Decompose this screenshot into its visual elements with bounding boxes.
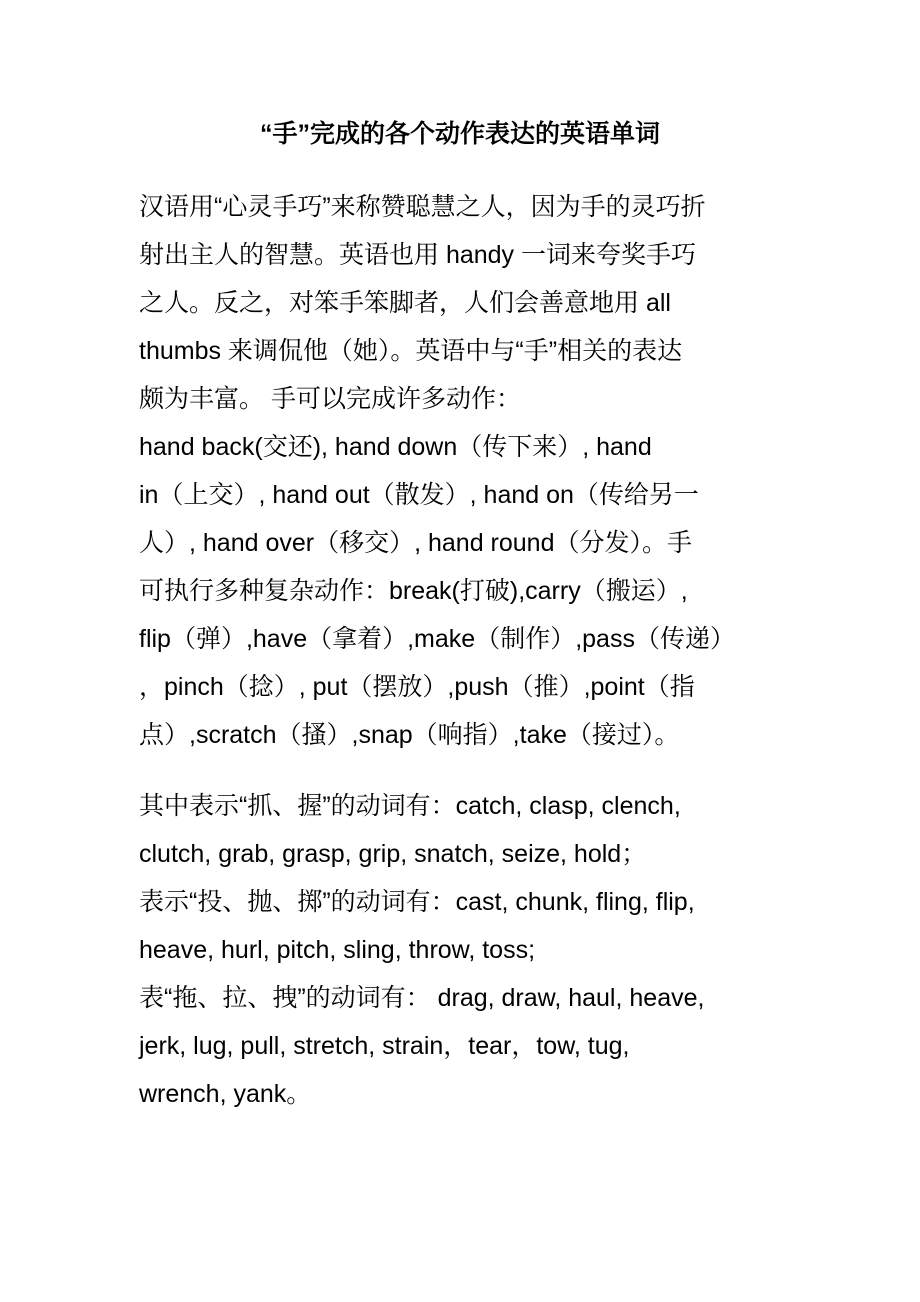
text-line: 表“拖、拉、拽”的动词有： drag, draw, haul, heave, [139, 984, 705, 1012]
text-line: 其中表示“抓、握”的动词有：catch, clasp, clench, [139, 792, 681, 820]
text-line: 人）, hand over（移交）, hand round（分发）。手 [139, 529, 692, 557]
document-title: “手”完成的各个动作表达的英语单词 [259, 120, 660, 148]
text-line: 表示“投、抛、掷”的动词有：cast, chunk, fling, flip, [139, 888, 695, 916]
text-line: 颇为丰富。 手可以完成许多动作： [139, 385, 521, 413]
text-line: 汉语用“心灵手巧”来称赞聪慧之人，因为手的灵巧折 [139, 193, 706, 221]
text-line: clutch, grab, grasp, grip, snatch, seize, hold； [139, 840, 647, 868]
text-line: in（上交）, hand out（散发）, hand on（传给另一 [139, 481, 699, 509]
text-line: ，pinch（捻）, put（摆放）,push（推）,point（指 [139, 673, 695, 701]
text-line: 射出主人的智慧。英语也用 handy 一词来夸奖手巧 [139, 241, 697, 269]
text-line: wrench, yank。 [139, 1080, 312, 1108]
text-line: heave, hurl, pitch, sling, throw, toss; [139, 936, 536, 964]
text-line: hand back(交还), hand down（传下来）, hand [139, 433, 652, 461]
text-line: thumbs 来调侃他（她）。英语中与“手”相关的表达 [139, 337, 683, 365]
text-line: 之人。反之，对笨手笨脚者，人们会善意地用 all [139, 289, 671, 317]
text-line: flip（弹）,have（拿着）,make（制作）,pass（传递） [139, 625, 735, 653]
text-line: jerk, lug, pull, stretch, strain，tear，tow, tug, [139, 1032, 630, 1060]
text-line: 点）,scratch（搔）,snap（响指）,take（接过）。 [139, 721, 680, 749]
text-line: 可执行多种复杂动作：break(打破),carry（搬运）, [139, 577, 688, 605]
